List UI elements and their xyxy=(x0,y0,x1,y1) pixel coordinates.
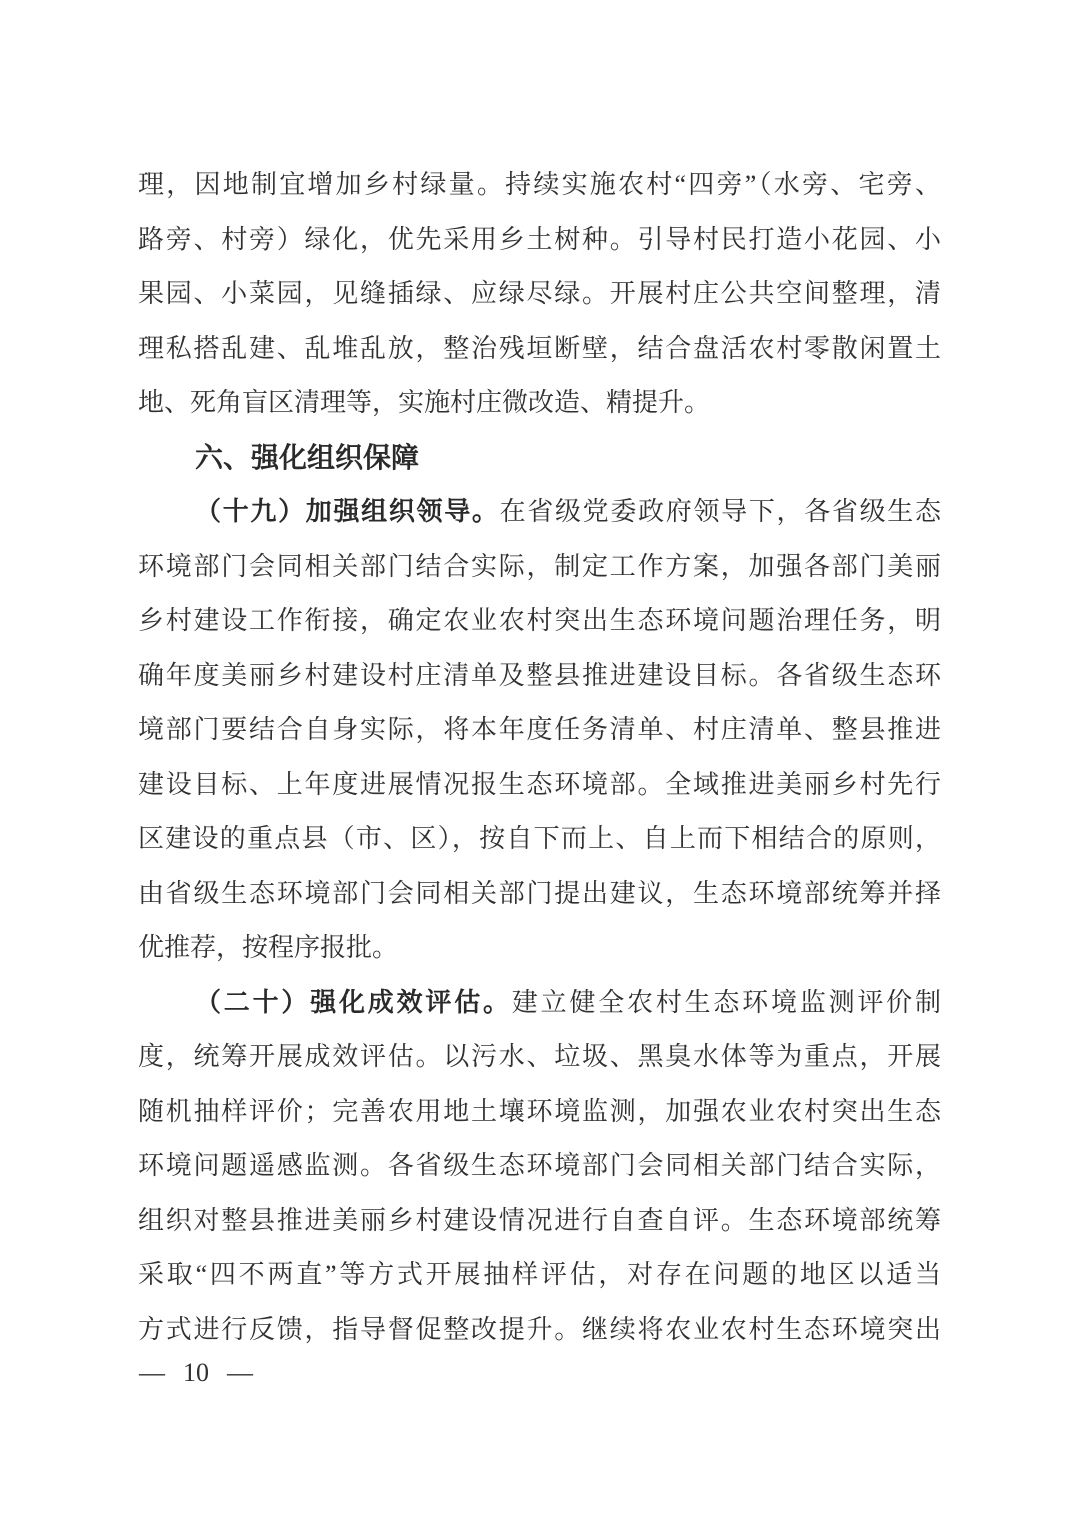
text-run: 优推荐，按程序报批。 xyxy=(138,933,399,962)
paragraph-line xyxy=(138,376,941,431)
text-run: 理私搭乱建、乱堆乱放，整治残垣断壁，结合盘活农村零散闲置土 xyxy=(138,333,941,363)
paragraph-line xyxy=(138,213,941,268)
paragraph-line xyxy=(138,649,941,704)
paragraph-line xyxy=(138,1248,941,1303)
footer-dash-left: — xyxy=(139,1358,165,1387)
paragraph-line xyxy=(138,1085,941,1140)
text-run: 路旁、村旁）绿化，优先采用乡土树种。引导村民打造小花园、小 xyxy=(138,224,941,254)
paragraph-line xyxy=(138,976,941,1031)
section-heading-line xyxy=(138,431,941,486)
clause-title: （十九）加强组织领导。 xyxy=(195,497,500,526)
text-run: 方式进行反馈，指导督促整改提升。继续将农业农村生态环境突出 xyxy=(138,1314,941,1344)
text-run: 果园、小菜园，见缝插绿、应绿尽绿。开展村庄公共空间整理，清 xyxy=(138,279,941,308)
text-run: 环境问题遥感监测。各省级生态环境部门会同相关部门结合实际， xyxy=(138,1151,941,1180)
text-run: 环境部门会同相关部门结合实际，制定工作方案，加强各部门美丽 xyxy=(138,551,941,581)
text-run: 区建设的重点县（市、区），按自下而上、自上而下相结合的原则， xyxy=(138,824,941,853)
paragraph-line xyxy=(138,1030,941,1085)
text-run: 建立健全农村生态环境监测评价制 xyxy=(511,987,941,1017)
clause-title: （二十）强化成效评估。 xyxy=(195,987,512,1017)
paragraph-line xyxy=(138,758,941,813)
text-run: 度，统筹开展成效评估。以污水、垃圾、黑臭水体等为重点，开展 xyxy=(138,1042,941,1071)
text-run: 随机抽样评价；完善农用地土壤环境监测，加强农业农村突出生态 xyxy=(138,1096,941,1126)
paragraph-line xyxy=(138,812,941,867)
paragraph-line xyxy=(138,1139,941,1194)
text-run: 采取“四不两直”等方式开展抽样评估，对存在问题的地区以适当 xyxy=(138,1260,941,1289)
text-run: 建设目标、上年度进展情况报生态环境部。全域推进美丽乡村先行 xyxy=(138,769,941,799)
paragraph-line xyxy=(138,594,941,649)
paragraph-line xyxy=(138,703,941,758)
page-number: 10 xyxy=(183,1358,209,1387)
footer-dash-right: — xyxy=(227,1358,253,1387)
text-run: 组织对整县推进美丽乡村建设情况进行自查自评。生态环境部统筹 xyxy=(138,1205,941,1235)
text-run: 由省级生态环境部门会同相关部门提出建议，生态环境部统筹并择 xyxy=(138,878,941,908)
text-run: 乡村建设工作衔接，确定农业农村突出生态环境问题治理任务，明 xyxy=(138,606,941,635)
clause-title: 六、强化组织保障 xyxy=(195,441,420,473)
paragraph-line xyxy=(138,322,941,377)
paragraph-line xyxy=(138,158,941,213)
text-run: 在省级党委政府领导下，各省级生态 xyxy=(499,497,941,526)
text-run: 理，因地制宜增加乡村绿量。持续实施农村“四旁”（水旁、宅旁、 xyxy=(138,170,941,199)
text-run: 地、死角盲区清理等，实施村庄微改造、精提升。 xyxy=(138,388,711,417)
paragraph-line xyxy=(138,540,941,595)
text-run: 境部门要结合自身实际，将本年度任务清单、村庄清单、整县推进 xyxy=(138,715,941,744)
document-body xyxy=(138,158,941,1357)
text-run: 确年度美丽乡村建设村庄清单及整县推进建设目标。各省级生态环 xyxy=(138,660,941,690)
paragraph-line xyxy=(138,867,941,922)
page-footer xyxy=(139,1360,253,1386)
paragraph-line xyxy=(138,267,941,322)
paragraph-line xyxy=(138,1303,941,1358)
paragraph-line xyxy=(138,485,941,540)
paragraph-line xyxy=(138,921,941,976)
paragraph-line xyxy=(138,1194,941,1249)
